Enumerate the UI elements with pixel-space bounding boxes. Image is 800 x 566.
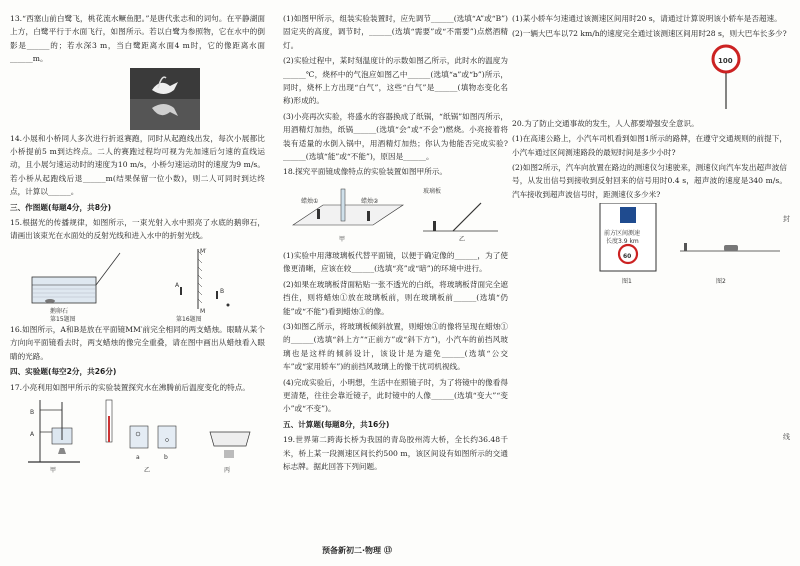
fig17-label-a: a [136, 453, 140, 461]
question-18-1: (1)实验中用薄玻璃板代替平面镜，以便于确定像的______，为了使像更清晰，应该在较______(选填“亮”或“暗”)的环境中进行。 [283, 250, 508, 274]
figure-18 [283, 181, 508, 247]
question-20: 20.为了防止交通事故的发生，人人都要增强安全意识。 [512, 118, 699, 128]
fig18-label-jia: 甲 [339, 235, 346, 243]
fig17-label-bing: 丙 [224, 466, 231, 474]
question-17-3: (3)小亮再次实验，将盛水的容器换成了纸锅，“纸锅”如图丙所示，用酒精灯加热，纸锅______(选填“会”或“不会”)燃烧。小亮接着将装有适量的水倒入锅中，用酒精灯加热；你认为他能否完成实验?______(选填“能”或“不能”)，原因是______。 [283, 111, 508, 162]
question-19-1: (1)某小轿车匀速通过该测速区间用时20 s，请通过计算说明该小轿车是否超速。 [512, 14, 782, 23]
sign20-line2: 长度3.9 km [606, 238, 639, 246]
section-5-title: 五、计算题(每题8分，共16分) [283, 419, 390, 429]
column-right [512, 12, 787, 287]
binding-mark-feng: 封 [783, 215, 790, 223]
figure-15-16 [10, 245, 265, 321]
fig17-label-yi: 乙 [144, 466, 151, 474]
fig17-label-b: b [164, 453, 168, 461]
column-middle [283, 12, 508, 475]
question-13: 13.“西塞山前白鹭飞，桃花流水鳜鱼肥。”是唐代张志和的词句。在平静湖面上方，白鹭平行于水面飞行，如图所示。若以白鹭为参照物，它在水中的倒影是______的；若水深3 m，当白鹭距离水面4 m时，它的像距离水面______m。 [10, 14, 265, 64]
question-14: 14.小展和小桥同人多次进行折返赛跑，同时从起跑线出发，每次小展都比小桥提前5 m到达终点。二人的赛跑过程均可视为先加速后匀速的直线运动，且小展匀速运动时的速度为10 m/s，小桥匀速运动时的速度为9 m/s。若小桥从起跑线后退______m(结果保留一位小数)，则二人可同时到达终点，计算以______。 [10, 133, 265, 197]
section-4-title: 四、实验题(每空2分，共26分) [10, 367, 117, 377]
egret-photo [130, 68, 200, 130]
fig18-glass-label: 玻璃板 [423, 187, 442, 195]
question-19-2: (2)一辆大巴车以72 km/h的速度完全通过该测速区间用时28 s，则大巴车长多少? [512, 29, 787, 39]
question-16: 16.如图所示，A和B是放在平面镜MM′前完全相同的两支蜡烛。眼睛从某个方向向平面镜看去时，两支蜡烛的像完全重叠，请在图中画出从蜡烛看入眼睛的光路。 [10, 324, 265, 361]
fig18-label-yi: 乙 [459, 235, 466, 243]
fig16-label-b: B [220, 287, 225, 295]
question-17-2: (2)实验过程中，某时刻温度计的示数如图乙所示，此时水的温度为______℃，烧杯中的气泡应如图乙中______(选填“a”或“b”)所示，同时，烧杯上方出现“白气”，这些“白气”是______(填物态变化名称)形成的。 [283, 56, 508, 106]
question-17: 17.小亮利用如图甲所示的实验装置探究水在沸腾前后温度变化的特点。 [10, 382, 250, 392]
page-footer: 预备新初二·物理 ⑬ [322, 546, 392, 555]
fig17-label-a-clamp: A [30, 430, 35, 438]
fig20-caption-1: 图1 [622, 278, 632, 286]
speed-sign-100-value: 100 [718, 56, 733, 65]
question-18: 18.探究平面镜成像特点的实验装置如图甲所示。 [283, 167, 447, 177]
binding-mark-xian: 线 [783, 433, 790, 441]
question-18-4: (4)完成实验后，小明想，生活中在照镜子时，为了将镜中的像看得更清楚，往往会靠近镜子，此时镜中的人像______(选填“变大”“变小”或“不变”)。 [283, 377, 508, 414]
sign20-speed: 60 [623, 253, 632, 261]
fig18-candle1-label: 蜡烛① [301, 197, 319, 205]
section-3-title: 三、作图题(每题4分，共8分) [10, 202, 112, 212]
question-20-1: (1)在高速公路上，小汽车司机看到如图1所示的路牌，在遵守交通规则的前提下，小汽车通过区间测速路段的最短时间是多少小时? [512, 134, 787, 157]
fig20-caption-2: 图2 [716, 278, 726, 286]
column-left [10, 12, 265, 474]
figure-20 [512, 203, 787, 285]
fig15-pebble-label: 鹅卵石 [50, 307, 69, 315]
fig16-caption: 第16题图 [176, 315, 202, 323]
question-19: 19.世界第二跨海长桥为我国的青岛胶州湾大桥，全长约36.48千米，桥上某一段测速区间长约500 m，该区间设有如图所示的交通标志牌。据此回答下列问题。 [283, 435, 508, 471]
question-20-2: (2)如图2所示，汽车向放置在路边的测速仪匀速驶来，测速仪向汽车发出超声波信号，从发出信号到接收到反射回来的信号用时0.4 s，超声波的速度是340 m/s。汽车接收到超声波信号时，距测速仪多少米? [512, 163, 787, 199]
fig16-label-a: A [175, 281, 180, 289]
figure-17 [10, 396, 265, 472]
speed-sign-100 [512, 43, 787, 115]
fig18-candle2-label: 蜡烛② [361, 197, 379, 205]
fig17-label-jia: 甲 [50, 466, 57, 474]
question-15: 15.根据光的传播规律，如图所示，一束光射入水中照亮了水底的鹅卵石，请画出该束光在水面处的反射光线和进入水中的折射光线。 [10, 218, 265, 241]
fig15-caption: 第15题图 [50, 315, 76, 323]
fig16-label-mp: M′ [200, 247, 207, 255]
fig17-label-b-clamp: B [30, 408, 35, 416]
question-18-2: (2)如果在玻璃板背面粘贴一张不透光的白纸，将玻璃板背面完全遮挡住，则将蜡烛①放在玻璃板前，则在玻璃板前______(选填“仍能”或“不能”)看到蜡烛①的像。 [283, 279, 508, 316]
question-17-1: (1)如图甲所示，组装实验装置时，应先调节______(选填“A”或“B”)固定夹的高度，调节时，______(选填“需要”或“不需要”)点燃酒精灯。 [283, 14, 508, 50]
question-18-3: (3)如图乙所示，将玻璃板倾斜放置，则蜡烛①的像将呈现在蜡烛①的______(选填“斜上方”“正前方”或“斜下方”)，小汽车的前挡风玻璃也是这样的倾斜设计，该设计是为避免______(选填“公交车”或“家用轿车”)的前挡风玻璃上的像干扰司机视线。 [283, 321, 508, 372]
fig16-label-m: M [200, 307, 206, 315]
sign20-line1: 前方区间测速 [604, 230, 641, 238]
